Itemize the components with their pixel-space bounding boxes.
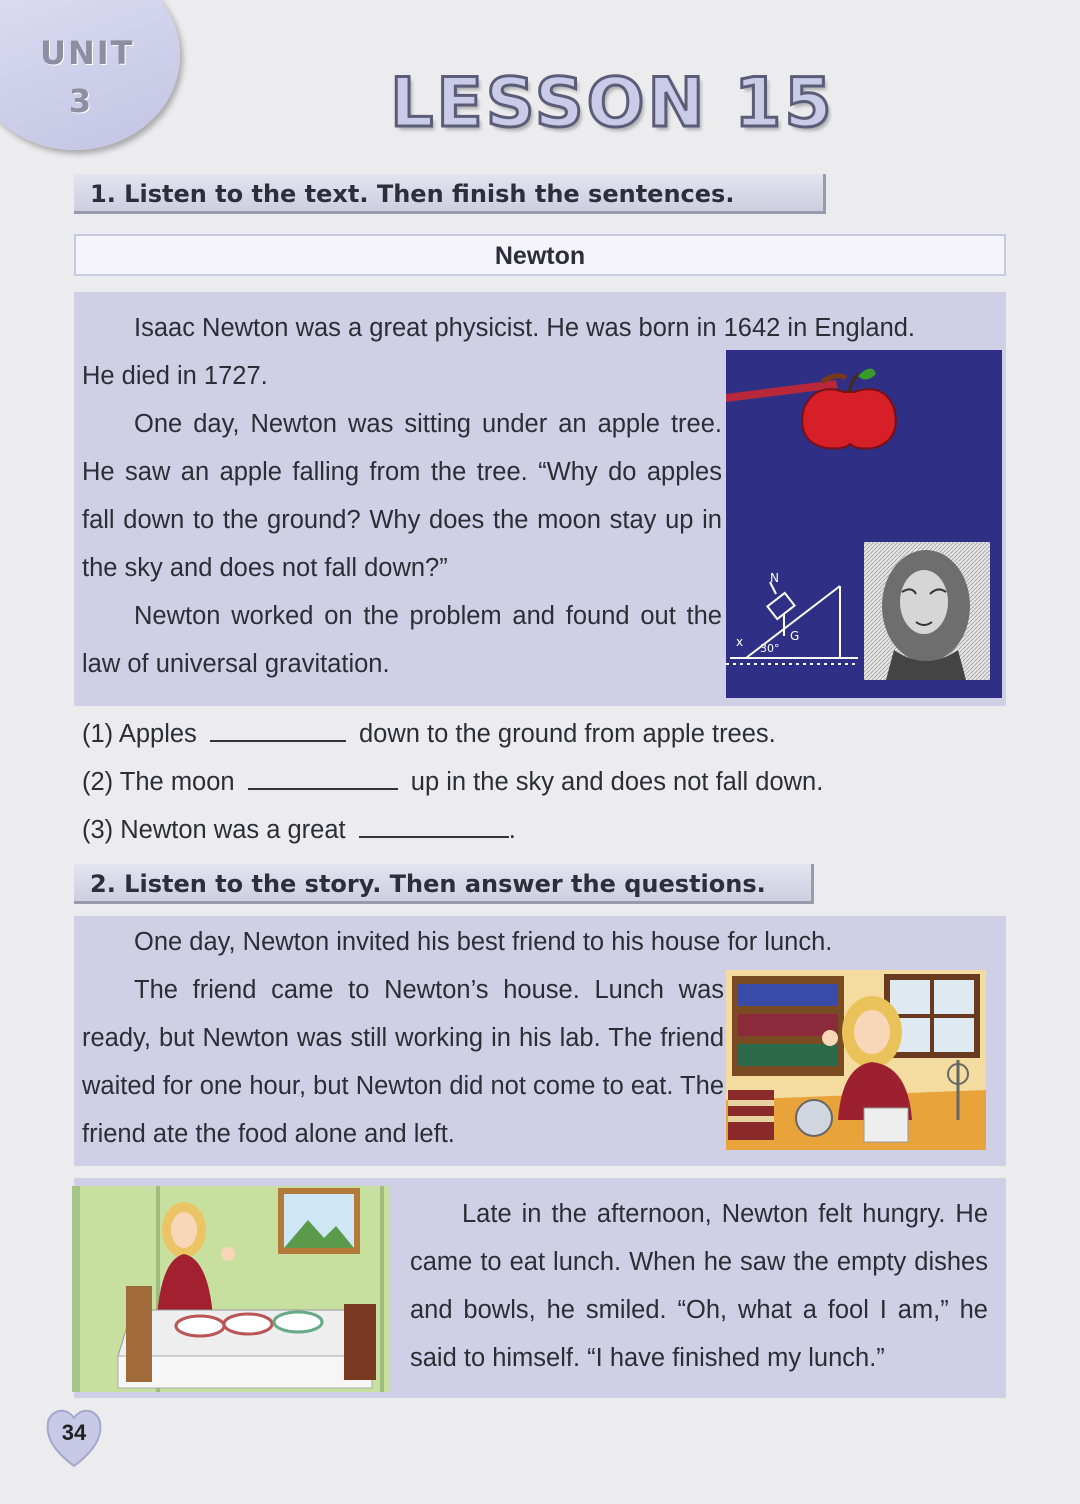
- unit-number: 3: [68, 82, 92, 120]
- paragraph-3: Newton worked on the problem and found out the law of universal gravitation.: [82, 602, 722, 678]
- task1-header: 1. Listen to the text. Then finish the sentences.: [74, 174, 826, 214]
- paragraph-2: One day, Newton was sitting under an apple tree. He saw an apple falling from the tree. “Why do apples fall down to the ground? Why does the moon stay up in the sky and does not fall down?”: [82, 410, 722, 582]
- q3-after: .: [508, 816, 516, 844]
- page-number-heart: [44, 1404, 104, 1470]
- newton-table-picture: [72, 1186, 390, 1392]
- story-paragraph-2: The friend came to Newton’s house. Lunch was ready, but Newton was still working in his lab. The friend waited for one hour, but Newton did not come to eat. The friend ate the food alone and left.: [82, 976, 724, 1148]
- q3-blank[interactable]: [359, 818, 509, 838]
- text-title: Newton: [74, 234, 1006, 276]
- question-3: [82, 816, 516, 845]
- story-paragraph-3: Late in the afternoon, Newton felt hungry. He came to eat lunch. When he saw the empty dishes and bowls, he smiled. “Oh, what a fool I am,” he said to himself. “I have finished my lunch.”: [410, 1200, 988, 1372]
- q1-after: down to the ground from apple trees.: [359, 720, 776, 748]
- q2-after: up in the sky and does not fall down.: [410, 768, 824, 796]
- task2-header: 2. Listen to the story. Then answer the questions.: [74, 864, 814, 904]
- paragraph-1a: Isaac Newton was a great physicist. He was born in 1642 in England.: [134, 314, 916, 342]
- newton-apple-picture: [726, 350, 1002, 698]
- axis-label: x: [736, 635, 744, 649]
- newton-portrait: [864, 542, 990, 680]
- question-1: [82, 720, 776, 749]
- q1-before: (1) Apples: [82, 720, 197, 748]
- lesson-title: LESSON 15: [390, 64, 835, 143]
- story-paragraph-1: One day, Newton invited his best friend to his house for lunch.: [134, 928, 833, 956]
- gravity-label: G: [790, 629, 800, 643]
- q3-before: (3) Newton was a great: [82, 816, 346, 844]
- newton-lab-picture: [726, 970, 986, 1150]
- paragraph-1b: He died in 1727.: [82, 362, 268, 390]
- q2-blank[interactable]: [248, 770, 398, 790]
- unit-badge: [0, 0, 180, 150]
- unit-label: UNIT: [40, 34, 135, 72]
- normal-force-label: N: [770, 571, 779, 585]
- q1-blank[interactable]: [210, 722, 346, 742]
- page-number: 34: [61, 1420, 87, 1445]
- question-2: [82, 768, 823, 797]
- angle-label: 30°: [760, 642, 780, 655]
- q2-before: (2) The moon: [82, 768, 235, 796]
